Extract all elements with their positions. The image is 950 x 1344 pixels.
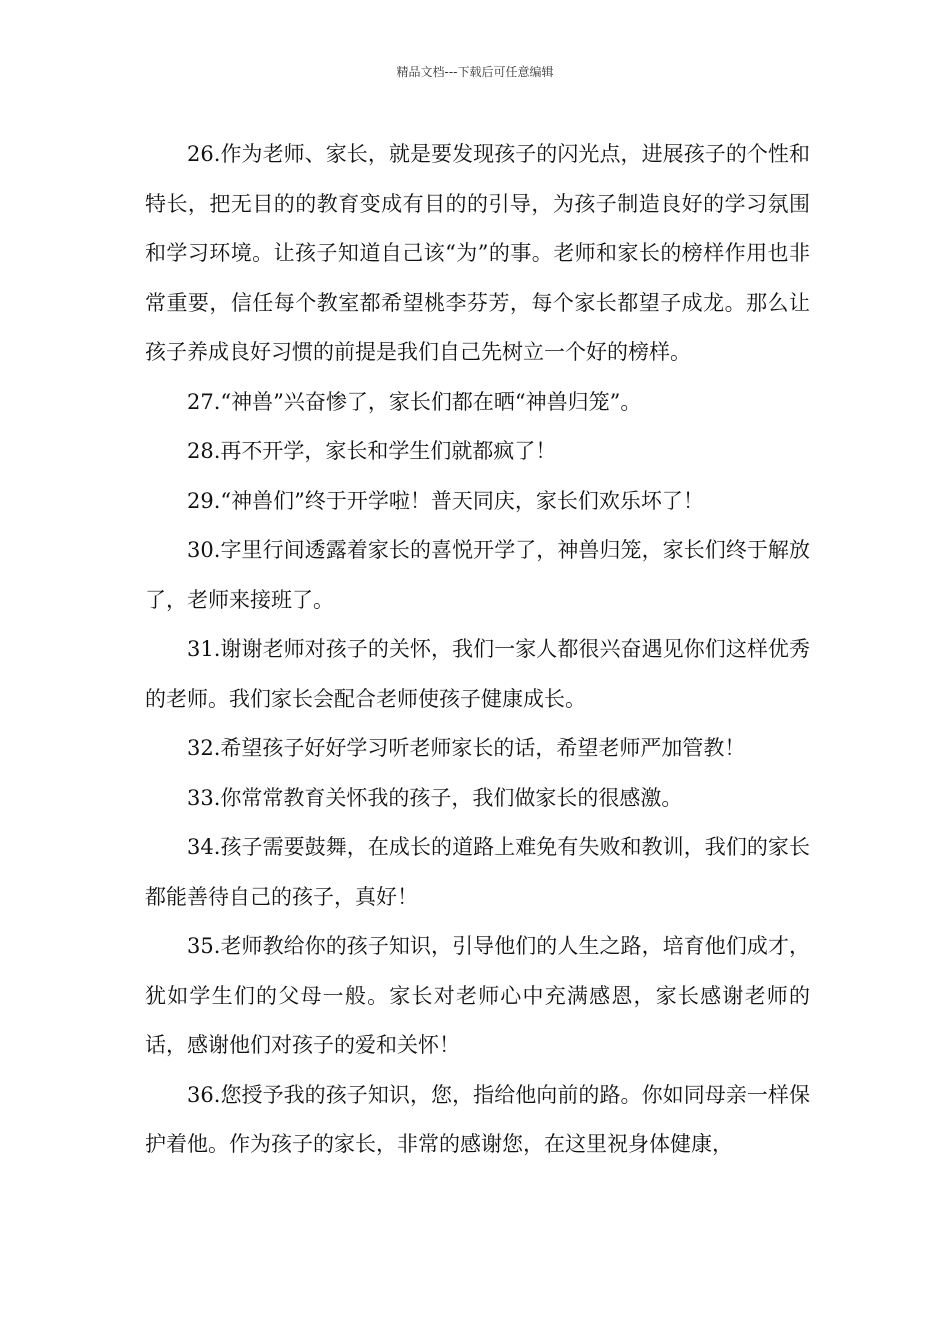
paragraph-36: 36.您授予我的孩子知识，您，指给他向前的路。你如同母亲一样保护着他。作为孩子的家长，非常的感谢您，在这里祝身体健康， — [145, 1082, 810, 1156]
document-body — [145, 130, 810, 1170]
paragraph-35: 35.老师教给你的孩子知识，引导他们的人生之路，培育他们成才，犹如学生们的父母一般。家长对老师心中充满感恩，家长感谢老师的话，感谢他们对孩子的爱和关怀！ — [145, 934, 810, 1057]
paragraph-34: 34.孩子需要鼓舞，在成长的道路上难免有失败和教训，我们的家长都能善待自己的孩子，真好！ — [145, 835, 810, 909]
paragraph-31: 31.谢谢老师对孩子的关怀，我们一家人都很兴奋遇见你们这样优秀的老师。我们家长会配合老师使孩子健康成长。 — [145, 637, 810, 711]
paragraph-32: 32.希望孩子好好学习听老师家长的话，希望老师严加管教！ — [187, 736, 746, 760]
paragraph-33: 33.你常常教育关怀我的孩子，我们做家长的很感激。 — [187, 785, 683, 810]
page-header: 精品文档---下载后可任意编辑 — [396, 65, 554, 79]
paragraph-29: 29.“神兽们”终于开学啦！普天同庆，家长们欢乐坏了！ — [187, 488, 704, 513]
paragraph-27: 27.“神兽”兴奋惨了，家长们都在晒“神兽归笼”。 — [187, 389, 642, 414]
paragraph-26: 26.作为老师、家长，就是要发现孩子的闪光点，进展孩子的个性和特长，把无目的的教育变成有目的的引导，为孩子制造良好的学习氛围和学习环境。让孩子知道自己该“为”的事。老师和家长的榜样作用也非常重要，信任每个教室都希望桃李芬芳，每个家长都望子成龙。那么让孩子养成良好习惯的前提是我们自己先树立一个好的榜样。 — [145, 142, 810, 364]
paragraph-30: 30.字里行间透露着家长的喜悦开学了，神兽归笼，家长们终于解放了，老师来接班了。 — [145, 538, 810, 612]
paragraph-28: 28.再不开学，家长和学生们就都疯了！ — [187, 439, 557, 463]
